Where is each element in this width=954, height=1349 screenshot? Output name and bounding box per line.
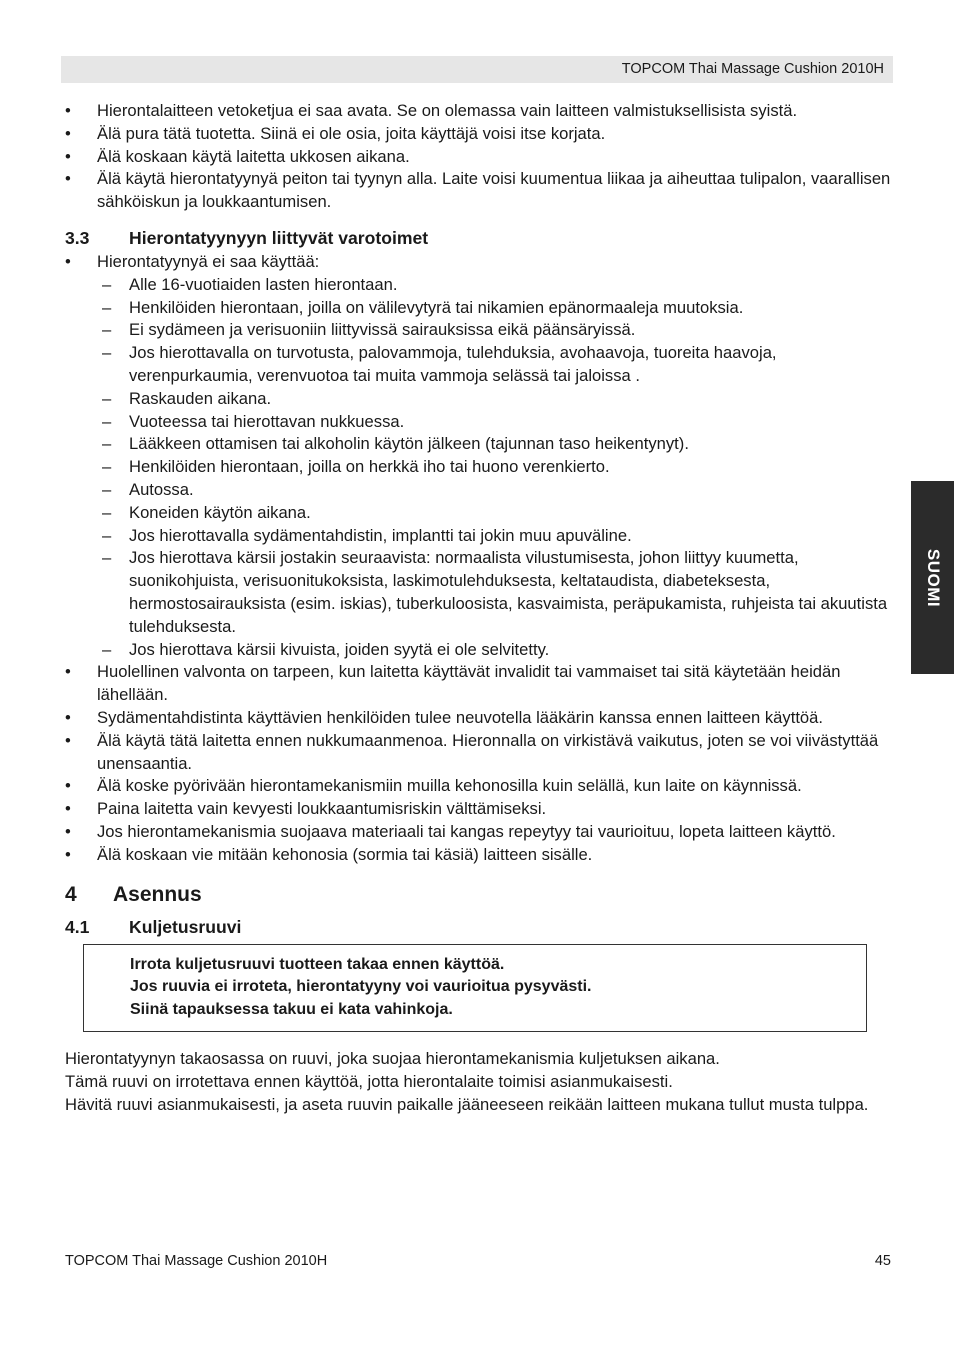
list-item: • Huolellinen valvonta on tarpeen, kun laitetta käyttävät invalidit tai vammaiset tai sitä käytetään heidän lähellään. bbox=[65, 661, 895, 707]
body-paragraph bbox=[65, 1048, 895, 1116]
list-item: • Hierontatyynyä ei saa käyttää: bbox=[65, 251, 895, 274]
dash-item: – Jos hierottavalla sydämentahdistin, implantti tai jokin muu apuväline. bbox=[65, 525, 895, 548]
language-tab-label: SUOMI bbox=[923, 548, 943, 607]
section-title: Kuljetusruuvi bbox=[129, 916, 242, 937]
paragraph-line: Tämä ruuvi on irrotettava ennen käyttöä, jotta hierontalaite toimisi asianmukaisesti. bbox=[65, 1072, 673, 1092]
section-4-1-heading bbox=[65, 917, 895, 938]
dash-item: – Jos hierottavalla on turvotusta, palovammoja, tulehduksia, avohaavoja, tuoreita haavoja, verenpurkaumia, verenvuotoa tai muita vammoja selässä tai jaloissa . bbox=[65, 342, 895, 388]
dash-item: – Jos hierottava kärsii kivuista, joiden syytä ei ole selvitetty. bbox=[65, 639, 895, 662]
header-bar bbox=[61, 56, 893, 83]
list-item: • Älä pura tätä tuotetta. Siinä ei ole osia, joita käyttäjä voisi itse korjata. bbox=[65, 123, 895, 146]
dash-item: – Raskauden aikana. bbox=[65, 388, 895, 411]
list-item: • Älä koske pyörivään hierontamekanismiin muilla kehonosilla kuin selällä, kun laite on käynnissä. bbox=[65, 775, 895, 798]
section-number: 3.3 bbox=[65, 227, 90, 248]
list-item: • Älä koskaan vie mitään kehonosia (sormia tai käsiä) laitteen sisälle. bbox=[65, 844, 895, 867]
dash-item: – Lääkkeen ottamisen tai alkoholin käytön jälkeen (tajunnan taso heikentynyt). bbox=[65, 433, 895, 456]
list-item: • Älä käytä tätä laitetta ennen nukkumaanmenoa. Hieronnalla on virkistävä vaikutus, joten se voi viivästyttää unensaantia. bbox=[65, 730, 895, 776]
dash-item: – Autossa. bbox=[65, 479, 895, 502]
list-item: • Jos hierontamekanismia suojaava materiaali tai kangas repeytyy tai vaurioituu, lopeta laitteen käyttö. bbox=[65, 821, 895, 844]
notice-box bbox=[83, 944, 867, 1033]
list-item: • Älä koskaan käytä laitetta ukkosen aikana. bbox=[65, 146, 895, 169]
precautions-list bbox=[65, 251, 895, 867]
section-number: 4 bbox=[65, 882, 77, 906]
header-title: TOPCOM Thai Massage Cushion 2010H bbox=[621, 61, 884, 77]
intro-bullet-list bbox=[65, 100, 895, 214]
section-title: Asennus bbox=[113, 882, 202, 906]
notice-line: Irrota kuljetusruuvi tuotteen takaa ennen käyttöä. bbox=[130, 955, 505, 973]
notice-line: Siinä tapauksessa takuu ei kata vahinkoja. bbox=[130, 1000, 453, 1018]
page-content bbox=[65, 100, 895, 1117]
list-item: • Sydämentahdistinta käyttävien henkilöiden tulee neuvotella lääkärin kanssa ennen laitteen käyttöä. bbox=[65, 707, 895, 730]
dash-item: – Koneiden käytön aikana. bbox=[65, 502, 895, 525]
dash-item: – Vuoteessa tai hierottavan nukkuessa. bbox=[65, 411, 895, 434]
list-item: • Paina laitetta vain kevyesti loukkaantumisriskin välttämiseksi. bbox=[65, 798, 895, 821]
notice-line: Jos ruuvia ei irroteta, hierontatyyny voi vaurioitua pysyvästi. bbox=[130, 978, 592, 996]
paragraph-line: Hävitä ruuvi asianmukaisesti, ja aseta ruuvin paikalle jääneeseen reikään laitteen mukana tullut musta tulppa. bbox=[65, 1094, 869, 1114]
section-4-heading bbox=[65, 883, 895, 907]
list-item: • Älä käytä hierontatyynyä peiton tai tyynyn alla. Laite voisi kuumentua liikaa ja aiheuttaa tulipalon, vaarallisen sähköiskun ja loukkaantumisen. bbox=[65, 168, 895, 214]
section-number: 4.1 bbox=[65, 916, 90, 937]
dash-item: – Jos hierottava kärsii jostakin seuraavista: normaalista vilustumisesta, johon liittyy kuumetta, suonikohjuista, verisuonitukoksista, laskimotulehduksesta, keltataudista, diabeteksesta, hermostosairauksista (esim. iskias), tuberkuloosista, kasvaimista, peräpukamista, ruhjeista tai akuutista tulehduksesta. bbox=[65, 547, 895, 638]
section-title: Hierontatyynyyn liittyvät varotoimet bbox=[129, 227, 429, 248]
page-number: 45 bbox=[874, 1253, 891, 1269]
dash-item: – Alle 16-vuotiaiden lasten hierontaan. bbox=[65, 274, 895, 297]
footer-title: TOPCOM Thai Massage Cushion 2010H bbox=[65, 1253, 328, 1269]
section-3-3-heading bbox=[65, 228, 895, 249]
list-item: • Hierontalaitteen vetoketjua ei saa avata. Se on olemassa vain laitteen valmistuksellisista syistä. bbox=[65, 100, 895, 123]
paragraph-line: Hierontatyynyn takaosassa on ruuvi, joka suojaa hierontamekanismia kuljetuksen aikana. bbox=[65, 1049, 720, 1069]
dash-item: – Henkilöiden hierontaan, joilla on herkkä iho tai huono verenkierto. bbox=[65, 456, 895, 479]
dash-item: – Ei sydämeen ja verisuoniin liittyvissä sairauksissa eikä päänsäryissä. bbox=[65, 319, 895, 342]
language-tab bbox=[911, 481, 954, 674]
dash-item: – Henkilöiden hierontaan, joilla on välilevytyrä tai nikamien epänormaaleja muutoksia. bbox=[65, 297, 895, 320]
